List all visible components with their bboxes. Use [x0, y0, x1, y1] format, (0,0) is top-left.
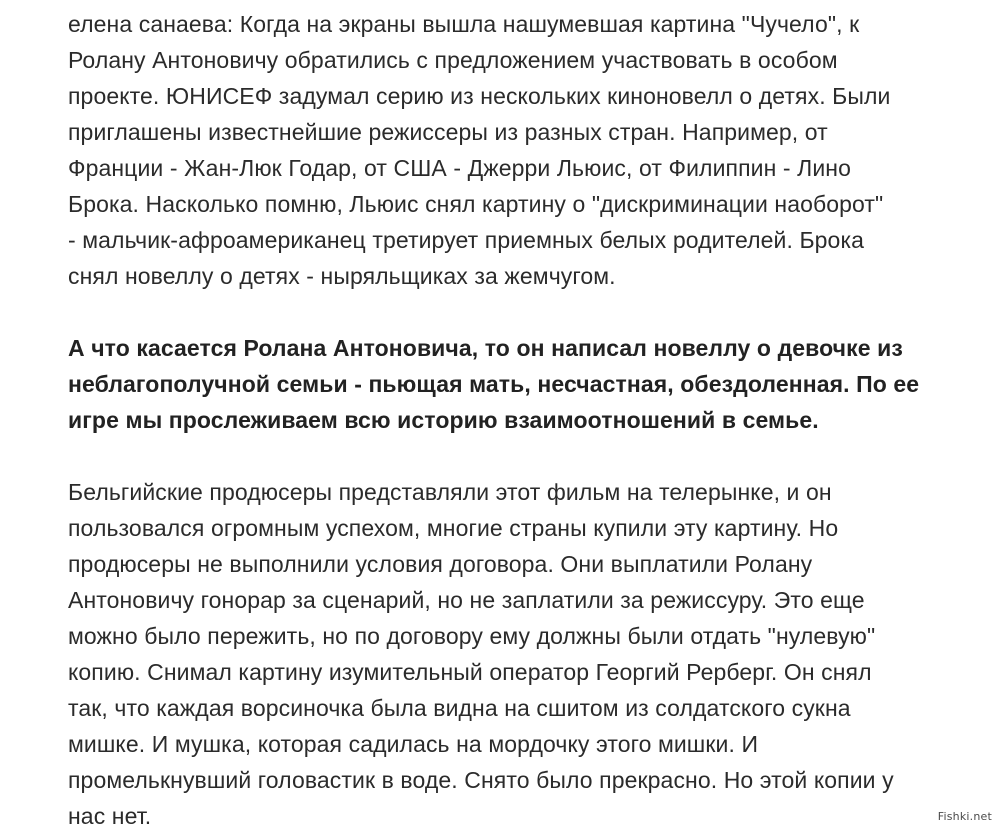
text-line: Бельгийские продюсеры представляли этот фильм на телерынке, и он — [68, 479, 832, 505]
text-line: мишке. И мушка, которая садилась на мордочку этого мишки. И — [68, 731, 759, 757]
text-line: можно было пережить, но по договору ему должны были отдать "нулевую" — [68, 623, 876, 649]
text-line: промелькнувший головастик в воде. Снято было прекрасно. Но этой копии у — [68, 767, 894, 793]
text-line: игре мы прослеживаем всю историю взаимоотношений в семье. — [68, 407, 819, 433]
text-line: приглашены известнейшие режиссеры из разных стран. Например, от — [68, 119, 828, 145]
text-line: копию. Снимал картину изумительный оператор Георгий Рерберг. Он снял — [68, 659, 872, 685]
paragraph-bold-quote — [68, 330, 948, 438]
text-line: Ролану Антоновичу обратились с предложением участвовать в особом — [68, 47, 838, 73]
text-line: так, что каждая ворсиночка была видна на сшитом из солдатского сукна — [68, 695, 851, 721]
paragraph-producers — [68, 474, 948, 834]
text-line: снял новеллу о детях - ныряльщиках за жемчугом. — [68, 263, 616, 289]
text-line: А что касается Ролана Антоновича, то он написал новеллу о девочке из — [68, 335, 903, 361]
text-line: продюсеры не выполнили условия договора. Они выплатили Ролану — [68, 551, 813, 577]
text-line: Франции - Жан-Люк Годар, от США - Джерри Льюис, от Филиппин - Лино — [68, 155, 851, 181]
text-line: неблагополучной семьи - пьющая мать, несчастная, обездоленная. По ее — [68, 371, 920, 397]
text-line: елена санаева: Когда на экраны вышла нашумевшая картина "Чучело", к — [68, 11, 860, 37]
text-line: Брока. Насколько помню, Льюис снял картину о "дискриминации наоборот" — [68, 191, 884, 217]
article-body — [68, 6, 948, 834]
text-line: пользовался огромным успехом, многие страны купили эту картину. Но — [68, 515, 839, 541]
text-line: - мальчик-афроамериканец третирует приемных белых родителей. Брока — [68, 227, 865, 253]
watermark-logo: Fishki.net — [937, 810, 992, 823]
text-line: Антоновичу гонорар за сценарий, но не заплатили за режиссуру. Это еще — [68, 587, 865, 613]
text-line: нас нет. — [68, 803, 152, 829]
paragraph-intro — [68, 6, 948, 294]
text-line: проекте. ЮНИСЕФ задумал серию из нескольких киноновелл о детях. Были — [68, 83, 891, 109]
